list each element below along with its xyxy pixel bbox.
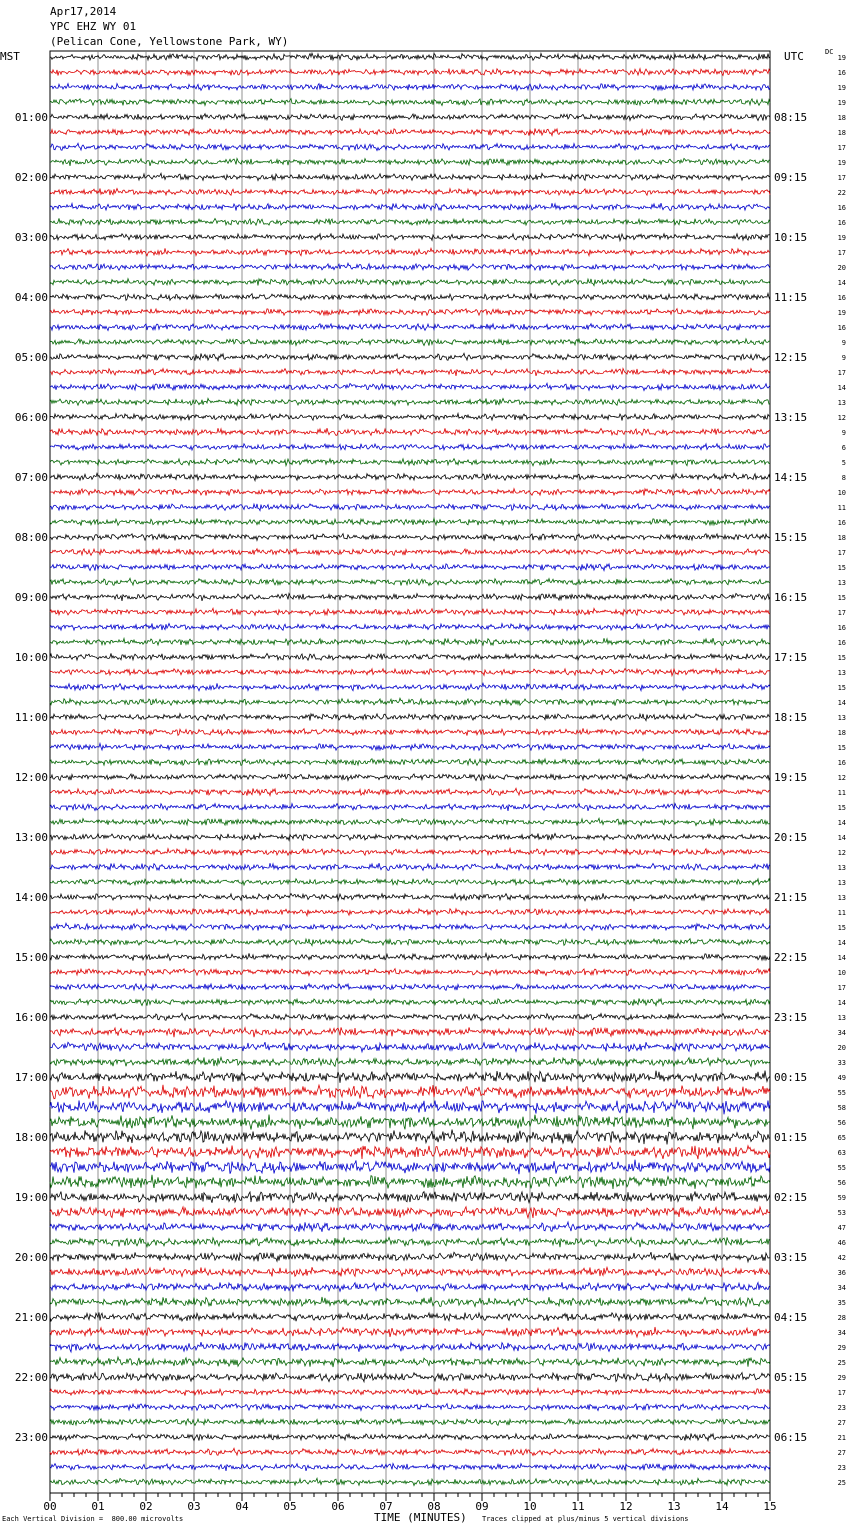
dc-value: 16: [837, 204, 846, 212]
seismic-trace: [50, 743, 770, 750]
right-hour-label: 13:15: [774, 411, 808, 424]
dc-value: 58: [837, 1104, 846, 1112]
dc-value: 17: [837, 549, 846, 557]
right-hour-label: 14:15: [774, 471, 808, 484]
dc-value: 63: [837, 1149, 846, 1157]
right-hour-label: 08:15: [774, 111, 808, 124]
dc-value: 19: [837, 54, 846, 62]
seismic-trace: [50, 774, 770, 781]
dc-value: 25: [837, 1359, 846, 1367]
seismic-trace: [50, 608, 770, 615]
seismic-trace: [50, 1297, 770, 1307]
dc-value: 19: [837, 84, 846, 92]
scale-note: Each Vertical Division = 800.00 microvolts: [2, 1515, 184, 1523]
right-hour-label: 15:15: [774, 531, 808, 544]
dc-value: 28: [837, 1314, 846, 1322]
dc-value: 17: [837, 144, 846, 152]
x-tick-label: 03: [187, 1500, 201, 1513]
right-timezone-label: UTC: [784, 50, 804, 63]
dc-value: 12: [837, 849, 846, 857]
right-hour-label: 00:15: [774, 1071, 808, 1084]
seismic-trace: [50, 309, 770, 316]
x-tick-label: 09: [475, 1500, 489, 1513]
dc-value: 33: [837, 1059, 846, 1067]
seismic-trace: [50, 458, 770, 466]
left-timezone-label: MST: [0, 50, 20, 63]
right-hour-label: 05:15: [774, 1371, 808, 1384]
dc-value: 14: [837, 279, 846, 287]
left-hour-label: 02:00: [14, 171, 48, 184]
dc-value: 5: [841, 459, 846, 467]
dc-value: 14: [837, 699, 846, 707]
dc-value: 16: [837, 69, 846, 77]
seismic-trace: [50, 189, 770, 196]
seismic-trace: [50, 173, 770, 180]
dc-value: 35: [837, 1299, 846, 1307]
left-hour-label: 20:00: [14, 1251, 48, 1264]
seismic-trace: [50, 1404, 770, 1411]
x-tick-label: 10: [523, 1500, 537, 1513]
dc-value: 59: [837, 1194, 846, 1202]
right-hour-label: 06:15: [774, 1431, 808, 1444]
dc-value: 27: [837, 1449, 846, 1457]
dc-value: 13: [837, 894, 846, 902]
seismic-trace: [50, 1192, 770, 1203]
seismic-trace: [50, 879, 770, 885]
left-hour-label: 11:00: [14, 711, 48, 724]
seismic-trace: [50, 863, 770, 870]
seismic-trace: [50, 398, 770, 405]
left-hour-label: 18:00: [14, 1131, 48, 1144]
dc-value: 11: [837, 789, 846, 797]
seismic-trace: [50, 143, 770, 150]
dc-value: 16: [837, 324, 846, 332]
dc-value: 34: [837, 1284, 846, 1292]
seismic-trace: [50, 833, 770, 840]
seismic-trace: [50, 1342, 770, 1352]
dc-value: 13: [837, 669, 846, 677]
dc-value: 42: [837, 1254, 846, 1262]
x-tick-label: 11: [571, 1500, 585, 1513]
dc-value: 14: [837, 384, 846, 392]
seismic-trace: [50, 1252, 770, 1262]
dc-value: 16: [837, 639, 846, 647]
right-hour-label: 22:15: [774, 951, 808, 964]
x-tick-label: 04: [235, 1500, 249, 1513]
right-hour-label: 21:15: [774, 891, 808, 904]
seismic-trace: [50, 1146, 770, 1160]
seismic-trace: [50, 1057, 770, 1066]
x-tick-label: 08: [427, 1500, 441, 1513]
right-hour-label: 17:15: [774, 651, 808, 664]
dc-value: 13: [837, 399, 846, 407]
x-axis-label: TIME (MINUTES): [374, 1511, 467, 1524]
dc-value: 17: [837, 369, 846, 377]
left-hour-label: 16:00: [14, 1011, 48, 1024]
seismic-trace: [50, 114, 770, 121]
seismic-trace: [50, 1312, 770, 1321]
right-hour-label: 12:15: [774, 351, 808, 364]
right-hour-label: 11:15: [774, 291, 808, 304]
dc-value: 47: [837, 1224, 846, 1232]
seismic-trace: [50, 1115, 770, 1130]
seismic-trace: [50, 1085, 770, 1099]
seismic-trace: [50, 1448, 770, 1455]
dc-value: 15: [837, 654, 846, 662]
station-name: YPC EHZ WY 01: [50, 20, 137, 33]
dc-value: 10: [837, 969, 846, 977]
clip-note: Traces clipped at plus/minus 5 vertical divisions: [482, 1515, 689, 1523]
dc-value: 46: [837, 1239, 846, 1247]
dc-value: 65: [837, 1134, 846, 1142]
seismic-trace: [50, 818, 770, 825]
seismic-trace: [50, 759, 770, 766]
dc-value: 18: [837, 114, 846, 122]
left-hour-label: 07:00: [14, 471, 48, 484]
dc-value: 15: [837, 924, 846, 932]
dc-value: 15: [837, 564, 846, 572]
dc-value: 21: [837, 1434, 846, 1442]
seismic-trace: [50, 99, 770, 106]
dc-value: 34: [837, 1329, 846, 1337]
seismic-trace: [50, 923, 770, 931]
dc-value: 9: [841, 429, 846, 437]
station-location: (Pelican Cone, Yellowstone Park, WY): [50, 35, 289, 48]
dc-value: 13: [837, 579, 846, 587]
right-hour-label: 23:15: [774, 1011, 808, 1024]
dc-value: 53: [837, 1209, 846, 1217]
seismic-trace: [50, 263, 770, 271]
seismic-trace: [50, 1357, 770, 1367]
seismic-trace: [50, 1388, 770, 1395]
left-hour-label: 01:00: [14, 111, 48, 124]
left-hour-label: 23:00: [14, 1431, 48, 1444]
dc-value: 16: [837, 519, 846, 527]
seismic-trace: [50, 84, 770, 91]
dc-value: 15: [837, 594, 846, 602]
dc-value: 13: [837, 879, 846, 887]
dc-value: 17: [837, 174, 846, 182]
dc-value: 29: [837, 1374, 846, 1382]
dc-value: 22: [837, 189, 846, 197]
dc-value: 6: [841, 444, 846, 452]
seismic-trace: [50, 234, 770, 241]
left-hour-label: 19:00: [14, 1191, 48, 1204]
seismic-trace: [50, 849, 770, 856]
dc-value: 13: [837, 714, 846, 722]
dc-value: 25: [837, 1479, 846, 1487]
dc-value: 56: [837, 1179, 846, 1187]
dc-value: 17: [837, 609, 846, 617]
dc-value: 9: [841, 339, 846, 347]
left-hour-label: 21:00: [14, 1311, 48, 1324]
seismic-trace: [50, 324, 770, 331]
seismic-trace: [50, 939, 770, 946]
seismic-trace: [50, 473, 770, 480]
seismic-trace: [50, 893, 770, 901]
dc-value: 20: [837, 264, 846, 272]
seismic-trace: [50, 1419, 770, 1426]
seismic-trace: [50, 1042, 770, 1052]
seismic-trace: [50, 1160, 770, 1175]
seismic-trace: [50, 578, 770, 585]
left-hour-label: 14:00: [14, 891, 48, 904]
seismic-trace: [50, 969, 770, 976]
dc-value: 18: [837, 534, 846, 542]
right-hour-label: 03:15: [774, 1251, 808, 1264]
dc-value: 17: [837, 984, 846, 992]
dc-value: 8: [841, 474, 846, 482]
seismic-trace: [50, 1175, 770, 1189]
x-tick-label: 02: [139, 1500, 153, 1513]
seismic-trace: [50, 518, 770, 525]
seismic-trace: [50, 444, 770, 450]
dc-value: 55: [837, 1089, 846, 1097]
seismic-trace: [50, 353, 770, 360]
seismic-trace: [50, 293, 770, 300]
seismic-trace: [50, 1434, 770, 1441]
x-tick-label: 01: [91, 1500, 105, 1513]
dc-value: 12: [837, 774, 846, 782]
dc-value: 17: [837, 1389, 846, 1397]
dc-value: 19: [837, 234, 846, 242]
seismic-trace: [50, 1327, 770, 1337]
seismic-trace: [50, 1027, 770, 1037]
dc-value: 23: [837, 1404, 846, 1412]
dc-value: 15: [837, 684, 846, 692]
seismic-trace: [50, 69, 770, 76]
right-hour-label: 18:15: [774, 711, 808, 724]
dc-value: 13: [837, 1014, 846, 1022]
seismic-trace: [50, 638, 770, 645]
left-hour-label: 13:00: [14, 831, 48, 844]
dc-value: 56: [837, 1119, 846, 1127]
x-tick-label: 15: [763, 1500, 777, 1513]
seismic-trace: [50, 653, 770, 660]
right-hour-label: 19:15: [774, 771, 808, 784]
dc-value: 10: [837, 489, 846, 497]
seismic-trace: [50, 248, 770, 256]
x-tick-label: 06: [331, 1500, 345, 1513]
seismic-trace: [50, 159, 770, 166]
dc-value: 55: [837, 1164, 846, 1172]
dc-value: 16: [837, 624, 846, 632]
right-hour-label: 02:15: [774, 1191, 808, 1204]
seismic-trace: [50, 279, 770, 286]
seismic-trace: [50, 804, 770, 811]
left-hour-label: 04:00: [14, 291, 48, 304]
dc-value: 18: [837, 729, 846, 737]
dc-value: 11: [837, 504, 846, 512]
x-tick-label: 13: [667, 1500, 681, 1513]
seismic-trace: [50, 1237, 770, 1247]
seismic-trace: [50, 999, 770, 1006]
dc-value: 19: [837, 309, 846, 317]
seismic-trace: [50, 504, 770, 511]
left-hour-label: 12:00: [14, 771, 48, 784]
dc-value: 12: [837, 414, 846, 422]
seismic-trace: [50, 369, 770, 376]
seismic-trace: [50, 1267, 770, 1276]
left-hour-label: 03:00: [14, 231, 48, 244]
seismic-trace: [50, 534, 770, 541]
seismic-trace: [50, 953, 770, 960]
right-hour-label: 01:15: [774, 1131, 808, 1144]
right-hour-label: 10:15: [774, 231, 808, 244]
dc-value: 15: [837, 804, 846, 812]
seismic-trace: [50, 1222, 770, 1232]
right-hour-label: 20:15: [774, 831, 808, 844]
seismic-trace: [50, 564, 770, 571]
seismic-trace: [50, 1100, 770, 1114]
left-hour-label: 17:00: [14, 1071, 48, 1084]
dc-value: 16: [837, 759, 846, 767]
right-hour-label: 16:15: [774, 591, 808, 604]
dc-value: 13: [837, 864, 846, 872]
seismic-trace: [50, 1373, 770, 1382]
seismic-trace: [50, 53, 770, 60]
dc-value: 20: [837, 1044, 846, 1052]
seismic-trace: [50, 698, 770, 706]
seismic-trace: [50, 1282, 770, 1291]
seismic-trace: [50, 624, 770, 631]
dc-value: 16: [837, 219, 846, 227]
seismic-trace: [50, 549, 770, 556]
left-hour-label: 10:00: [14, 651, 48, 664]
dc-value: 27: [837, 1419, 846, 1427]
dc-value: 14: [837, 834, 846, 842]
left-hour-label: 05:00: [14, 351, 48, 364]
dc-value: 18: [837, 129, 846, 137]
dc-value: 49: [837, 1074, 846, 1082]
dc-value: 36: [837, 1269, 846, 1277]
left-hour-label: 06:00: [14, 411, 48, 424]
left-hour-label: 15:00: [14, 951, 48, 964]
dc-value: 34: [837, 1029, 846, 1037]
dc-label: DC: [825, 48, 834, 56]
seismic-trace: [50, 594, 770, 601]
seismic-trace: [50, 1464, 770, 1471]
plot-date: Apr17,2014: [50, 5, 117, 18]
seismic-trace: [50, 203, 770, 210]
x-tick-label: 07: [379, 1500, 393, 1513]
seismic-trace: [50, 669, 770, 676]
x-tick-label: 05: [283, 1500, 297, 1513]
x-tick-label: 00: [43, 1500, 57, 1513]
left-hour-label: 09:00: [14, 591, 48, 604]
dc-value: 14: [837, 999, 846, 1007]
left-hour-label: 08:00: [14, 531, 48, 544]
seismic-trace: [50, 1071, 770, 1083]
seismic-trace: [50, 489, 770, 496]
dc-value: 29: [837, 1344, 846, 1352]
dc-value: 17: [837, 249, 846, 257]
dc-value: 14: [837, 954, 846, 962]
seismic-trace: [50, 908, 770, 915]
seismic-trace: [50, 129, 770, 136]
dc-value: 9: [841, 354, 846, 362]
dc-value: 15: [837, 744, 846, 752]
seismic-trace: [50, 428, 770, 435]
right-hour-label: 09:15: [774, 171, 808, 184]
x-tick-label: 12: [619, 1500, 633, 1513]
seismic-trace: [50, 714, 770, 721]
seismic-trace: [50, 218, 770, 225]
dc-value: 11: [837, 909, 846, 917]
seismic-trace: [50, 984, 770, 991]
dc-value: 19: [837, 99, 846, 107]
left-hour-label: 22:00: [14, 1371, 48, 1384]
seismic-trace: [50, 1013, 770, 1020]
dc-value: 14: [837, 819, 846, 827]
dc-value: 19: [837, 159, 846, 167]
seismic-trace: [50, 683, 770, 691]
dc-value: 16: [837, 294, 846, 302]
seismic-trace: [50, 1478, 770, 1485]
seismic-trace: [50, 728, 770, 735]
seismic-trace: [50, 788, 770, 795]
seismic-trace: [50, 1130, 770, 1145]
seismic-trace: [50, 1207, 770, 1218]
dc-value: 23: [837, 1464, 846, 1472]
seismic-trace: [50, 414, 770, 421]
x-tick-label: 14: [715, 1500, 729, 1513]
seismic-trace: [50, 339, 770, 346]
dc-value: 14: [837, 939, 846, 947]
seismic-trace: [50, 383, 770, 390]
right-hour-label: 04:15: [774, 1311, 808, 1324]
